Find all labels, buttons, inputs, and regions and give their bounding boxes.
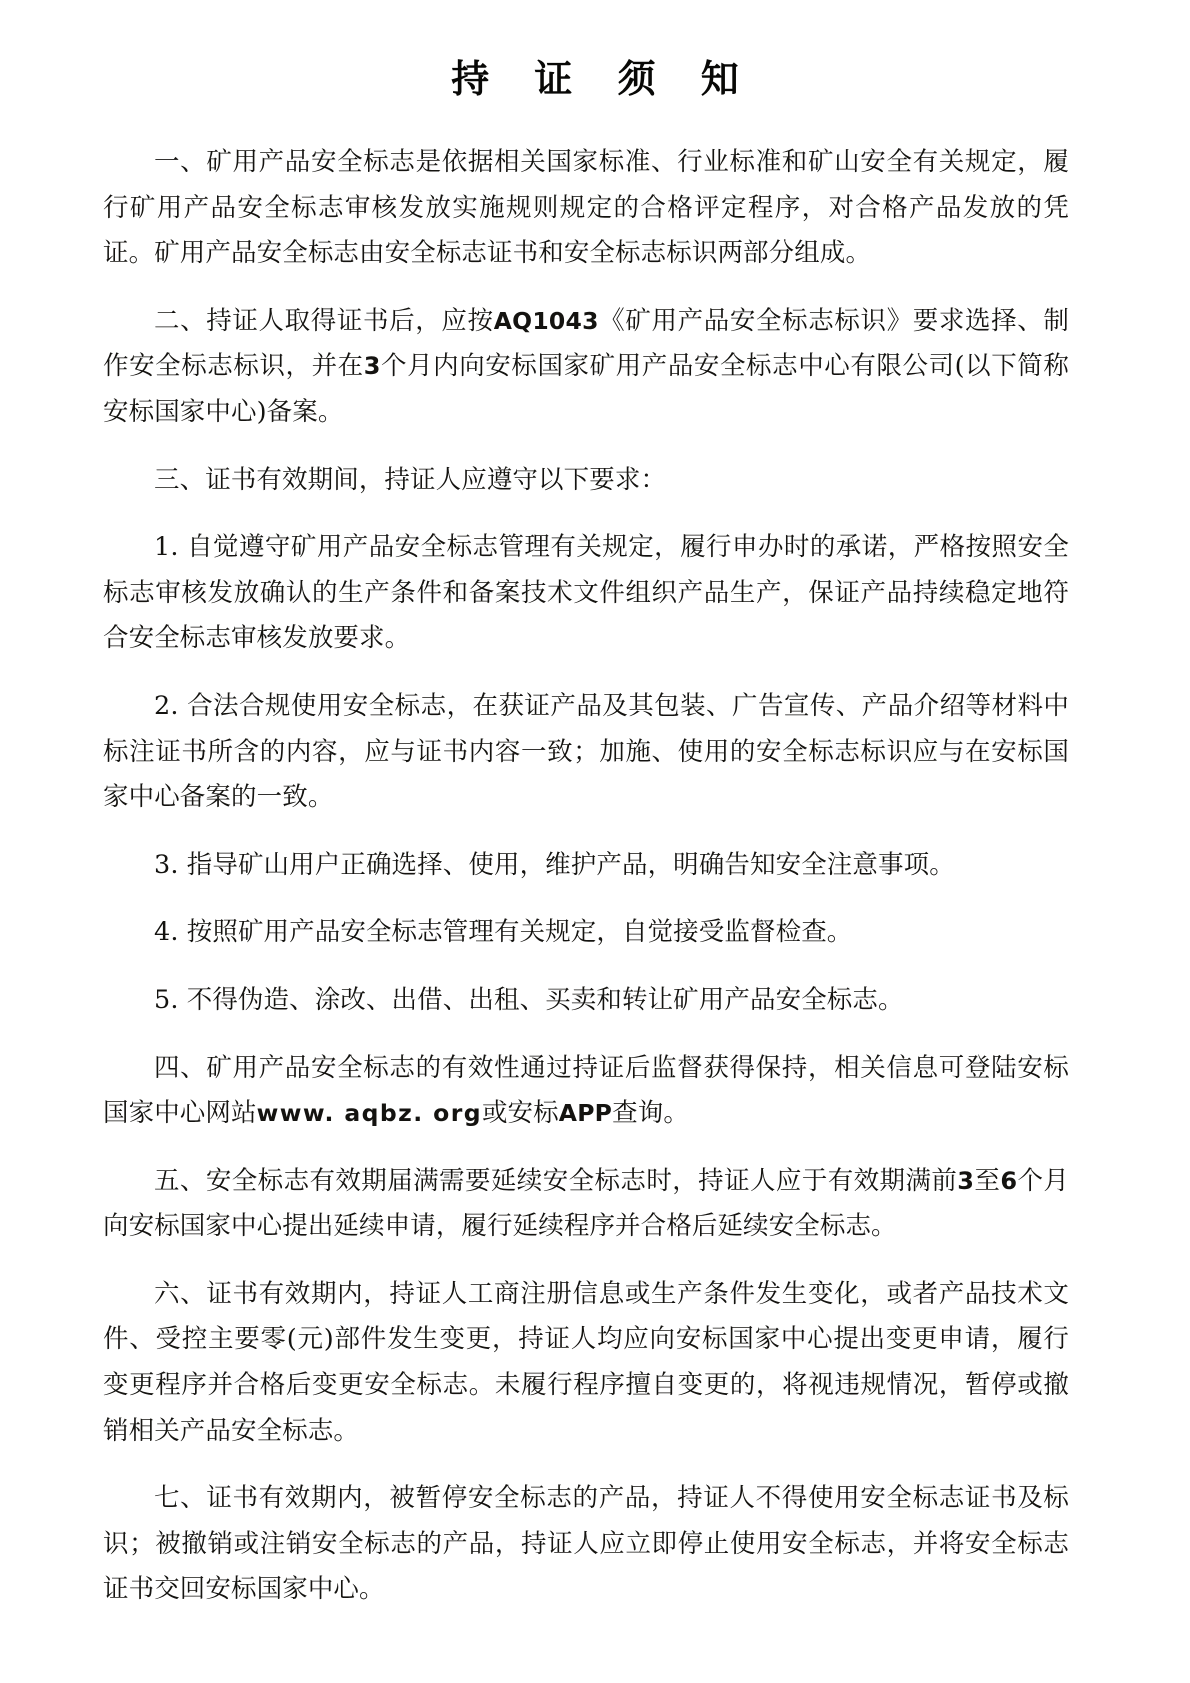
page-title: 持 证 须 知 — [451, 56, 755, 101]
paragraph-section-6: 六、证书有效期内，持证人工商注册信息或生产条件发生变化，或者产品技术文件、受控主要零(元)部件发生变更，持证人均应向安标国家中心提出变更申请，履行变更程序并合格后变更安全标志。未履行程序擅自变更的，将视违规情况，暂停或撤销相关产品安全标志。 — [103, 1278, 1069, 1446]
paragraph-section-5 — [103, 1159, 1069, 1250]
paragraph-item-5: 5. 不得伪造、涂改、出借、出租、买卖和转让矿用产品安全标志。 — [154, 984, 904, 1015]
section-5-month-range-end: 6 — [1000, 1166, 1018, 1195]
paragraph-section-2 — [103, 299, 1069, 436]
section-5-range-connector: 至 — [974, 1165, 1001, 1196]
section-2-text-tail: 个月内向安标国家矿用产品安全标志中心有限公司(以下简称安标国家中心)备案。 — [103, 351, 1069, 427]
section-5-text-tail: 个月向安标国家中心提出延续申请，履行延续程序并合格后延续安全标志。 — [103, 1165, 1069, 1242]
app-label: APP — [558, 1099, 613, 1128]
paragraph-section-3: 三、证书有效期间，持证人应遵守以下要求： — [154, 464, 667, 495]
section-2-text-mid: 《矿用产品安全标志标识》要求选择、制作安全标志标识，并在 — [103, 305, 1069, 382]
section-4-text-tail: 查询。 — [612, 1098, 689, 1129]
section-5-month-range-start: 3 — [957, 1166, 975, 1195]
website-url: www. aqbz. org — [256, 1099, 482, 1128]
paragraph-section-7: 七、证书有效期内，被暂停安全标志的产品，持证人不得使用安全标志证书及标识；被撤销或注销安全标志的产品，持证人应立即停止使用安全标志，并将安全标志证书交回安标国家中心。 — [103, 1483, 1069, 1605]
section-2-month-count: 3 — [363, 352, 381, 381]
paragraph-item-3: 3. 指导矿山用户正确选择、使用，维护产品，明确告知安全注意事项。 — [154, 849, 955, 880]
paragraph-item-1: 1. 自觉遵守矿用产品安全标志管理有关规定，履行申办时的承诺，严格按照安全标志审核发放确认的生产条件和备案技术文件组织产品生产，保证产品持续稳定地符合安全标志审核发放要求。 — [103, 532, 1069, 654]
paragraph-item-2: 2. 合法合规使用安全标志，在获证产品及其包装、广告宣传、产品介绍等材料中标注证书所含的内容，应与证书内容一致；加施、使用的安全标志标识应与在安标国家中心备案的一致。 — [103, 690, 1069, 813]
section-4-text-lead: 四、矿用产品安全标志的有效性通过持证后监督获得保持，相关信息可登陆安标国家中心网站 — [103, 1052, 1069, 1129]
section-5-text-lead: 五、安全标志有效期届满需要延续安全标志时，持证人应于有效期满前 — [154, 1165, 958, 1196]
section-2-text-lead: 二、持证人取得证书后，应按 — [154, 305, 494, 336]
paragraph-section-1: 一、矿用产品安全标志是依据相关国家标准、行业标准和矿山安全有关规定，履行矿用产品安全标志审核发放实施规则规定的合格评定程序，对合格产品发放的凭证。矿用产品安全标志由安全标志证书和安全标志标识两部分组成。 — [103, 147, 1069, 269]
standard-code-aq1043: AQ1043 — [493, 306, 599, 335]
paragraph-section-4 — [103, 1046, 1069, 1137]
section-4-text-mid: 或安标 — [481, 1098, 559, 1129]
paragraph-item-4: 4. 按照矿用产品安全标志管理有关规定，自觉接受监督检查。 — [154, 917, 853, 948]
document-body — [103, 140, 1069, 1613]
